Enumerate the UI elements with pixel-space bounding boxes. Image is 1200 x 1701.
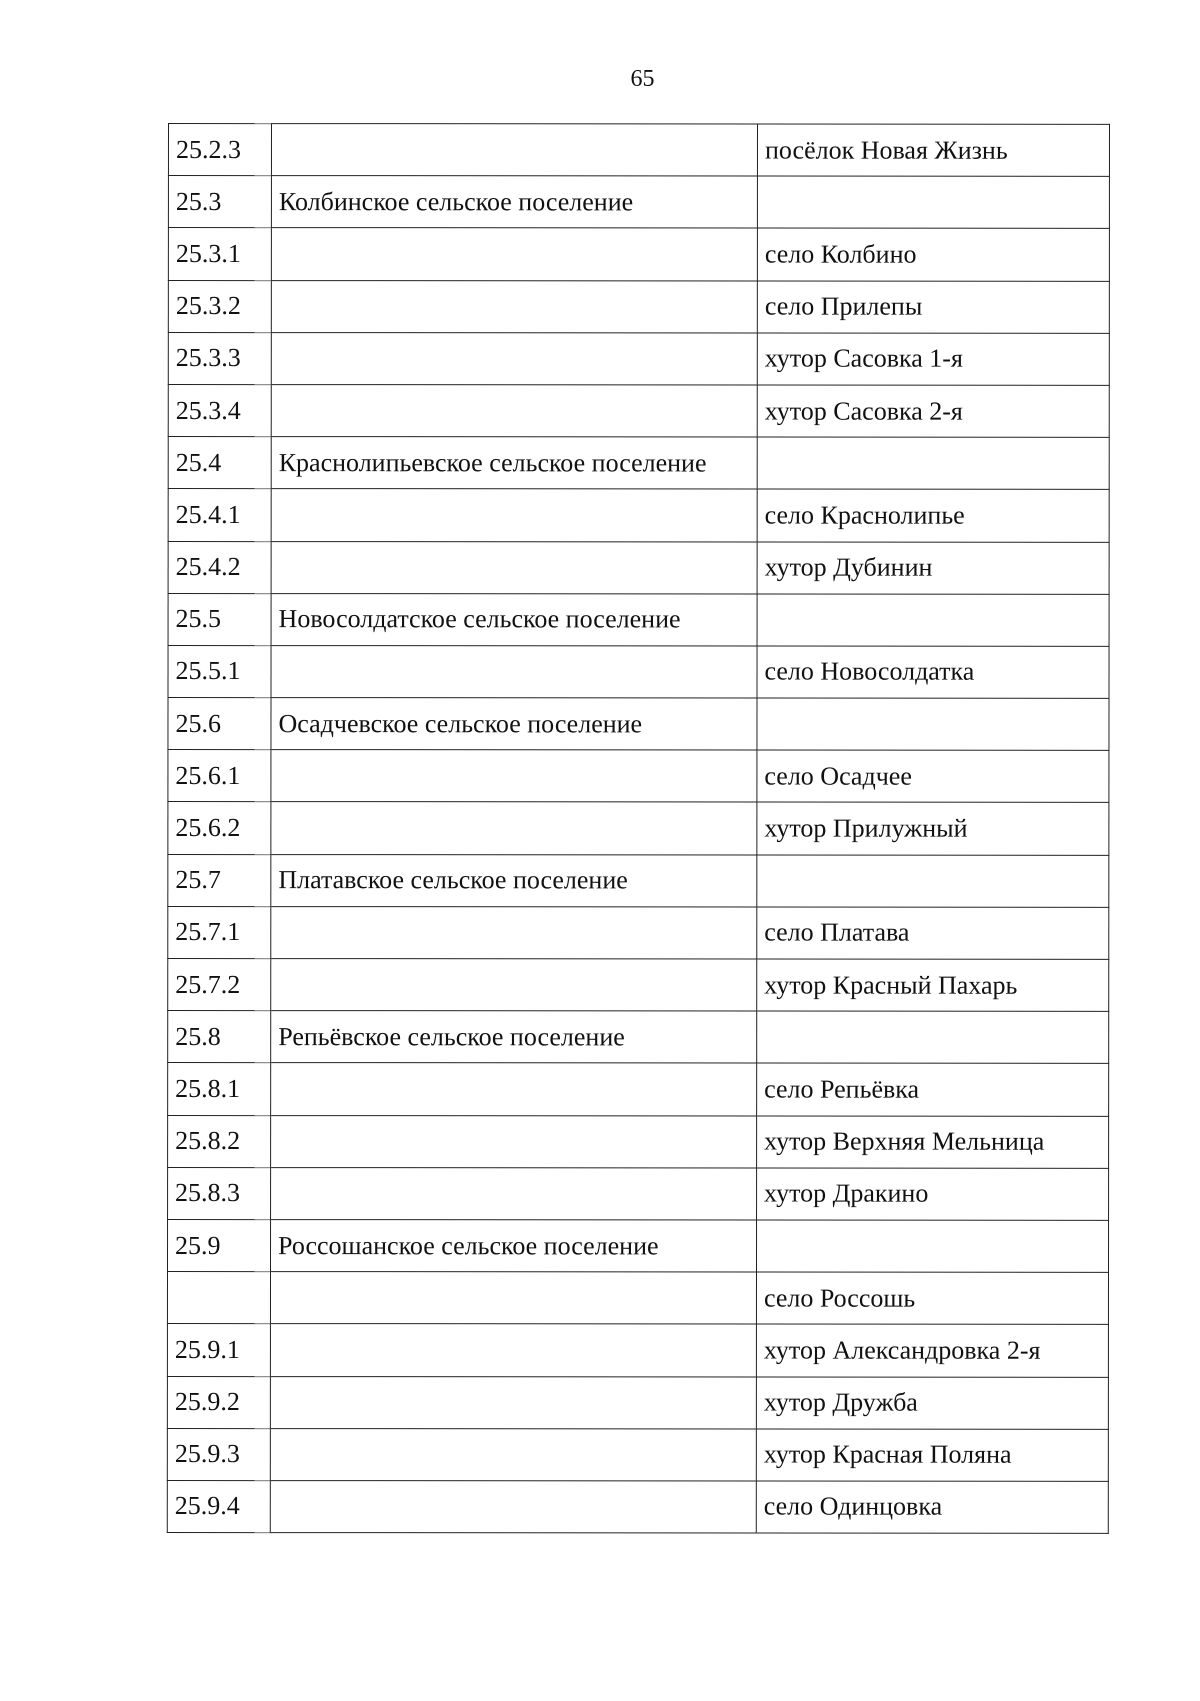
- table-row: [168, 593, 1109, 646]
- locality-cell: село Репьёвка: [757, 1063, 1109, 1115]
- table-row: [168, 1063, 1109, 1116]
- table-row: [167, 1428, 1108, 1481]
- settlement-name-cell: [271, 802, 757, 855]
- row-code-cell: 25.4.1: [168, 489, 271, 541]
- locality-cell: хутор Верхняя Мельница: [757, 1116, 1109, 1168]
- settlement-name-cell: [271, 1063, 757, 1116]
- settlement-name-cell: [271, 645, 757, 698]
- row-code-cell: 25.2.3: [168, 124, 271, 176]
- row-code-cell: 25.8.1: [168, 1063, 271, 1115]
- settlement-name-cell: [271, 959, 757, 1012]
- settlement-name-cell: Колбинское сельское поселение: [271, 176, 757, 229]
- settlement-name-cell: [270, 1428, 756, 1481]
- locality-cell: село Осадчее: [757, 750, 1109, 802]
- row-code-cell: 25.3.2: [168, 280, 271, 332]
- row-code-cell: [167, 1272, 270, 1324]
- locality-cell: посёлок Новая Жизнь: [757, 124, 1109, 176]
- row-code-cell: 25.7.1: [168, 906, 271, 958]
- table-row: [168, 854, 1109, 907]
- table-row: [168, 124, 1109, 177]
- row-code-cell: 25.3.1: [168, 228, 271, 280]
- table-row: [168, 959, 1109, 1012]
- row-code-cell: 25.9: [167, 1219, 270, 1271]
- settlement-name-cell: Новосолдатское сельское поселение: [271, 593, 757, 646]
- locality-cell: хутор Красная Поляна: [756, 1429, 1108, 1481]
- settlement-name-cell: [271, 489, 757, 542]
- locality-cell: [757, 698, 1109, 750]
- row-code-cell: 25.3: [168, 176, 271, 228]
- table-row: [168, 645, 1109, 698]
- locality-cell: село Одинцовка: [756, 1481, 1108, 1533]
- settlement-name-cell: Краснолипьевское сельское поселение: [271, 437, 757, 490]
- table-row: [168, 280, 1109, 333]
- locality-cell: [757, 1011, 1109, 1063]
- table-row: [168, 332, 1109, 385]
- row-code-cell: 25.3.4: [168, 384, 271, 436]
- row-code-cell: 25.3.3: [168, 332, 271, 384]
- settlement-name-cell: [271, 541, 757, 594]
- settlements-table-body: [167, 124, 1109, 1534]
- row-code-cell: 25.8: [168, 1011, 271, 1063]
- settlement-name-cell: [271, 750, 757, 803]
- settlement-name-cell: [270, 1480, 756, 1533]
- row-code-cell: 25.5: [168, 593, 271, 645]
- locality-cell: [757, 594, 1109, 646]
- table-row: [168, 176, 1109, 229]
- page-number: 65: [630, 66, 655, 92]
- row-code-cell: 25.9.3: [167, 1428, 270, 1480]
- locality-cell: село Россошь: [756, 1272, 1108, 1324]
- table-row: [167, 1376, 1108, 1429]
- settlement-name-cell: [271, 906, 757, 959]
- locality-cell: село Прилепы: [757, 281, 1109, 333]
- table-row: [168, 489, 1109, 542]
- table-row: [168, 384, 1109, 437]
- table-row: [168, 698, 1109, 751]
- locality-cell: хутор Дубинин: [757, 542, 1109, 594]
- row-code-cell: 25.8.2: [168, 1115, 271, 1167]
- settlement-name-cell: [271, 332, 757, 385]
- table-row: [168, 1167, 1109, 1220]
- settlement-name-cell: Россошанское сельское поселение: [270, 1220, 756, 1273]
- table-row: [168, 437, 1109, 490]
- row-code-cell: 25.7: [168, 854, 271, 906]
- table-row: [168, 541, 1109, 594]
- table-row: [167, 1480, 1108, 1533]
- row-code-cell: 25.9.1: [167, 1324, 270, 1376]
- settlement-name-cell: [271, 124, 757, 177]
- table-row: [168, 1011, 1109, 1064]
- locality-cell: хутор Александровка 2-я: [756, 1324, 1108, 1376]
- settlement-name-cell: [270, 1272, 756, 1325]
- row-code-cell: 25.4: [168, 437, 271, 489]
- settlement-name-cell: [271, 228, 757, 281]
- row-code-cell: 25.6.1: [168, 750, 271, 802]
- table-row: [168, 906, 1109, 959]
- table-row: [167, 1272, 1108, 1325]
- table-row: [168, 802, 1109, 855]
- settlements-table: [167, 123, 1110, 1534]
- locality-cell: [757, 437, 1109, 489]
- row-code-cell: 25.5.1: [168, 645, 271, 697]
- settlement-name-cell: [271, 1115, 757, 1168]
- locality-cell: хутор Сасовка 1-я: [757, 333, 1109, 385]
- locality-cell: село Новосолдатка: [757, 646, 1109, 698]
- locality-cell: хутор Прилужный: [757, 802, 1109, 854]
- settlement-name-cell: Репьёвское сельское поселение: [271, 1011, 757, 1064]
- row-code-cell: 25.6.2: [168, 802, 271, 854]
- locality-cell: село Краснолипье: [757, 489, 1109, 541]
- settlement-name-cell: [271, 385, 757, 438]
- locality-cell: [756, 1220, 1108, 1272]
- table-row: [167, 1219, 1108, 1272]
- settlement-name-cell: Платавское сельское поселение: [271, 854, 757, 907]
- settlement-name-cell: [270, 1376, 756, 1429]
- row-code-cell: 25.9.2: [167, 1376, 270, 1428]
- locality-cell: село Платава: [757, 907, 1109, 959]
- locality-cell: хутор Дракино: [757, 1168, 1109, 1220]
- settlement-name-cell: [271, 1167, 757, 1220]
- locality-cell: хутор Сасовка 2-я: [757, 385, 1109, 437]
- table-row: [168, 1115, 1109, 1168]
- row-code-cell: 25.8.3: [168, 1167, 271, 1219]
- row-code-cell: 25.9.4: [167, 1480, 270, 1532]
- settlement-name-cell: [270, 1324, 756, 1377]
- row-code-cell: 25.6: [168, 698, 271, 750]
- locality-cell: [757, 176, 1109, 228]
- row-code-cell: 25.4.2: [168, 541, 271, 593]
- table-row: [168, 228, 1109, 281]
- locality-cell: [757, 855, 1109, 907]
- locality-cell: село Колбино: [757, 228, 1109, 280]
- locality-cell: хутор Красный Пахарь: [757, 959, 1109, 1011]
- row-code-cell: 25.7.2: [168, 959, 271, 1011]
- settlement-name-cell: [271, 280, 757, 333]
- locality-cell: хутор Дружба: [756, 1377, 1108, 1429]
- table-row: [167, 1324, 1108, 1377]
- settlement-name-cell: Осадчевское сельское поселение: [271, 698, 757, 751]
- table-row: [168, 750, 1109, 803]
